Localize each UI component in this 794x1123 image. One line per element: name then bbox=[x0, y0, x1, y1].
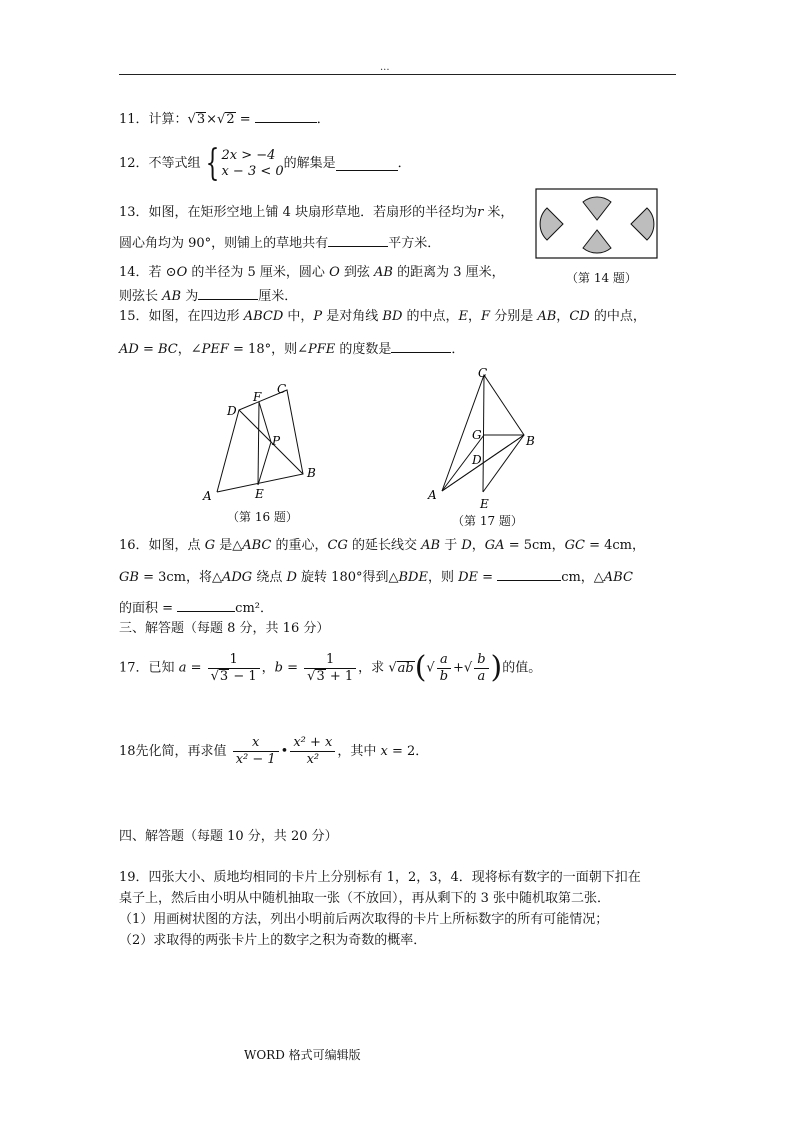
q11-radicand-2: 2 bbox=[226, 112, 235, 127]
question-19-part-1: （1）用画树状图的方法，列出小明前后两次取得的卡片上所标数字的所有可能情况； bbox=[119, 912, 609, 927]
q16-t5: 于 bbox=[440, 538, 462, 553]
q15-t5: ， bbox=[468, 309, 482, 324]
fig17-label-a: A bbox=[428, 488, 437, 502]
q12-end: ． bbox=[397, 156, 411, 171]
q17-frac-ab-num: a bbox=[437, 652, 451, 669]
q17-frac-ba-den: a bbox=[477, 668, 486, 684]
q15-t13: ． bbox=[451, 342, 465, 357]
q17-a: a bbox=[178, 660, 187, 676]
q15-t9: ，∠ bbox=[177, 342, 202, 357]
q16-t3: 的重心， bbox=[271, 538, 328, 553]
q18-x: x bbox=[380, 744, 388, 759]
fig16-label-e: E bbox=[255, 487, 264, 501]
figure-17 bbox=[420, 365, 550, 520]
q17-r3-a: 3 bbox=[219, 668, 229, 684]
q15-t1: 15．如图，在四边形 bbox=[119, 309, 244, 324]
q14-text-1b: 的半径为 5 厘米，圆心 bbox=[187, 265, 330, 280]
q14-chord-ab-2: AB bbox=[162, 289, 182, 304]
q14-chord-ab: AB bbox=[374, 265, 393, 280]
fig17-label-g: G bbox=[472, 428, 482, 442]
q11-answer-blank bbox=[255, 110, 317, 123]
q16-t9: = 3cm，将△ bbox=[138, 570, 222, 585]
q13-text-1b: 米， bbox=[483, 205, 514, 220]
figure-14 bbox=[535, 188, 659, 260]
header-mark: ... bbox=[380, 62, 390, 73]
question-13-line-2 bbox=[119, 234, 440, 253]
q18-frac-1-den: x² − 1 bbox=[235, 752, 276, 767]
header-rule bbox=[119, 74, 676, 75]
q11-radicand-1: 3 bbox=[196, 112, 206, 127]
question-12 bbox=[119, 143, 411, 184]
q16-g: G bbox=[204, 538, 216, 553]
q15-ad-bc: AD = BC bbox=[119, 342, 178, 357]
fig17-label-c: C bbox=[478, 366, 488, 380]
q13-radius: r bbox=[477, 205, 484, 220]
fig17-label-e: E bbox=[480, 497, 489, 511]
question-11: 11．计算：√3×√2 = ． bbox=[119, 112, 330, 127]
question-15-line-1 bbox=[119, 308, 646, 326]
q16-t11: 旋转 180°得到△ bbox=[296, 570, 399, 585]
q17-frac-ba bbox=[474, 652, 488, 685]
q13-text-2: 圆心角均为 90°，则铺上的草地共有 bbox=[119, 236, 329, 251]
q16-gc: GC bbox=[564, 538, 585, 553]
q18-frac-1-num: x bbox=[233, 735, 279, 752]
question-14-line-1 bbox=[119, 264, 505, 282]
q18-frac-2-num: x² + x bbox=[290, 735, 335, 752]
q17-ask: ，求 bbox=[358, 660, 389, 676]
q11-times: × bbox=[206, 112, 218, 127]
q14-text-2c: 厘米． bbox=[258, 289, 298, 304]
q15-pef: PEF bbox=[201, 342, 229, 357]
q17-frac-a-num: 1 bbox=[208, 652, 260, 669]
q15-t11: ，则∠ bbox=[271, 342, 308, 357]
q13-answer-blank bbox=[328, 234, 388, 247]
q14-circle-o: O bbox=[176, 265, 188, 280]
q16-abc-2: ABC bbox=[603, 570, 633, 585]
q14-text-2b: 为 bbox=[181, 289, 199, 304]
question-13-line-1 bbox=[119, 204, 513, 222]
q17-paren-close: ) bbox=[490, 650, 503, 685]
q17-sqrt-ab: ab bbox=[397, 660, 414, 676]
q15-p: P bbox=[313, 309, 323, 324]
q16-d: D bbox=[461, 538, 472, 553]
q18-frac-2 bbox=[290, 735, 335, 768]
q15-t6: 分别是 bbox=[490, 309, 538, 324]
q16-ga: GA bbox=[484, 538, 505, 553]
q18-value: = 2． bbox=[387, 744, 429, 759]
q14-text-1: 14．若 ⊙ bbox=[119, 265, 177, 280]
q16-t2: 是△ bbox=[215, 538, 243, 553]
fig16-label-p: P bbox=[272, 434, 281, 448]
fig16-label-a: A bbox=[203, 489, 212, 503]
q17-eq-2: = bbox=[282, 660, 303, 676]
q12-brace: { bbox=[205, 143, 219, 184]
figure-16 bbox=[195, 375, 325, 510]
fig17-segment-eb bbox=[483, 435, 524, 492]
q17-frac-b bbox=[304, 652, 356, 685]
q16-bde: BDE bbox=[398, 570, 428, 585]
q17-tail: 的值。 bbox=[502, 660, 542, 676]
q15-f: F bbox=[481, 309, 491, 324]
q17-lead: 17．已知 bbox=[119, 660, 179, 676]
fig14-caption: （第 14 题） bbox=[566, 271, 637, 285]
q16-gb: GB bbox=[119, 570, 139, 585]
fig16-label-c: C bbox=[277, 382, 287, 396]
q16-t14: cm，△ bbox=[561, 570, 604, 585]
q17-b: b bbox=[274, 660, 283, 676]
q12-tail: 的解集是 bbox=[283, 156, 336, 171]
q16-cg: CG bbox=[327, 538, 348, 553]
q15-t4: 的中点， bbox=[402, 309, 459, 324]
q12-inequality-1: 2x > −4 bbox=[221, 148, 276, 163]
q17-eq-1: = bbox=[186, 660, 206, 676]
q16-answer-blank-2 bbox=[177, 599, 235, 612]
q18-lead: 18先化简，再求值 bbox=[119, 744, 231, 759]
q14-center-o: O bbox=[329, 265, 340, 280]
q12-inequality-2: x − 3 < 0 bbox=[221, 164, 284, 179]
fig17-median-cd bbox=[483, 375, 484, 492]
fig16-segment-fe bbox=[258, 402, 259, 485]
q16-t13: = bbox=[478, 570, 498, 585]
q13-text-1: 13．如图，在矩形空地上铺 4 块扇形草地．若扇形的半径均为 bbox=[119, 205, 478, 220]
q16-abc: ABC bbox=[242, 538, 272, 553]
q17-frac-ab-den: b bbox=[439, 668, 449, 684]
q16-t15: 的面积 = bbox=[119, 601, 178, 616]
question-19-line-1: 19．四张大小、质地均相同的卡片上分别标有 1，2，3，4．现将标有数字的一面朝下扣在 bbox=[119, 870, 641, 885]
q16-ab: AB bbox=[421, 538, 441, 553]
fig16-label-b: B bbox=[307, 466, 316, 480]
question-19-part-2: （2）求取得的两张卡片上的数字之积为奇数的概率． bbox=[119, 933, 427, 948]
question-16-line-1 bbox=[119, 537, 645, 555]
q11-equals: = bbox=[235, 112, 255, 127]
q12-answer-blank bbox=[336, 158, 398, 171]
question-14-line-2 bbox=[119, 287, 297, 306]
q14-text-2: 则弦长 bbox=[119, 289, 163, 304]
q18-frac-1 bbox=[233, 735, 279, 768]
q17-minus: − 1 bbox=[229, 668, 257, 684]
question-19-line-2: 桌子上，然后由小明从中随机抽取一张（不放回），再从剩下的 3 张中随机取第二张． bbox=[119, 891, 611, 906]
section-3-heading: 三、解答题（每题 8 分，共 16 分） bbox=[119, 621, 330, 636]
q15-answer-blank bbox=[391, 340, 451, 353]
q16-t4: 的延长线交 bbox=[347, 538, 422, 553]
q16-t1: 16．如图，点 bbox=[119, 538, 205, 553]
fig17-label-b: B bbox=[526, 434, 535, 448]
q15-t8: 的中点， bbox=[589, 309, 646, 324]
q16-de: DE bbox=[458, 570, 479, 585]
q17-frac-ab bbox=[437, 652, 451, 685]
fig17-label-d: D bbox=[472, 453, 482, 467]
q15-e: E bbox=[458, 309, 469, 324]
q11-tail: ． bbox=[316, 112, 330, 127]
q16-t8: = 4cm， bbox=[584, 538, 645, 553]
fig17-caption: （第 17 题） bbox=[452, 514, 523, 528]
q15-abcd: ABCD bbox=[243, 309, 284, 324]
question-16-line-3 bbox=[119, 599, 273, 618]
q15-t12: 的度数是 bbox=[335, 342, 392, 357]
q16-t10: 绕点 bbox=[252, 570, 287, 585]
section-4-heading: 四、解答题（每题 10 分，共 20 分） bbox=[119, 829, 338, 844]
q12-lead: 12．不等式组 bbox=[119, 156, 201, 171]
q17-paren-open: ( bbox=[414, 650, 427, 685]
q16-t6: ， bbox=[471, 538, 485, 553]
q15-cd: CD bbox=[569, 309, 590, 324]
q15-t10: = 18° bbox=[228, 342, 272, 357]
q15-t2: 中， bbox=[283, 309, 314, 324]
q15-ab: AB bbox=[537, 309, 557, 324]
q16-t16: cm²． bbox=[235, 601, 273, 616]
fig16-label-d: D bbox=[227, 404, 237, 418]
q15-pfe: PFE bbox=[308, 342, 336, 357]
fig16-segment-ep bbox=[258, 442, 271, 485]
q11-lead: 11．计算： bbox=[119, 112, 188, 127]
q14-answer-blank bbox=[198, 287, 258, 300]
q17-frac-a bbox=[208, 652, 260, 685]
q16-answer-blank-1 bbox=[497, 568, 561, 581]
q16-t7: = 5cm， bbox=[504, 538, 565, 553]
q14-text-1d: 的距离为 3 厘米， bbox=[392, 265, 505, 280]
q17-frac-a-den: √3 − 1 bbox=[210, 668, 257, 684]
q18-tail: ，其中 bbox=[337, 744, 381, 759]
q17-frac-b-den: √3 + 1 bbox=[307, 668, 354, 684]
footer-label: WORD 格式可编辑版 bbox=[244, 1048, 361, 1062]
q16-adg: ADG bbox=[222, 570, 253, 585]
question-17: 17．已知 a = $\frac{1}{√3 - 1}$ ，b = $\frac{1}{√3 + 1}$ ，求 √ab(√ $\frac{a}{b}$ +√ $\frac{b}{a}$ )的值。 bbox=[119, 650, 542, 685]
q14-text-1c: 到弦 bbox=[339, 265, 374, 280]
q17-frac-b-num: 1 bbox=[304, 652, 356, 669]
q18-frac-2-den: x² bbox=[306, 752, 320, 767]
question-18 bbox=[119, 732, 428, 772]
fig16-caption: （第 16 题） bbox=[227, 510, 298, 524]
q16-d2: D bbox=[286, 570, 297, 585]
q13-text-2b: 平方米． bbox=[388, 236, 441, 251]
fig16-label-f: F bbox=[253, 390, 262, 404]
question-16-line-2 bbox=[119, 568, 633, 587]
q17-plus: + 1 bbox=[325, 668, 354, 684]
q17-r3-b: 3 bbox=[316, 668, 325, 684]
q12-system bbox=[221, 148, 283, 180]
q17-frac-ba-num: b bbox=[474, 652, 488, 669]
q15-t3: 是对角线 bbox=[322, 309, 383, 324]
q15-t7: ， bbox=[556, 309, 570, 324]
question-15-line-2 bbox=[119, 340, 464, 359]
q17-comma: ， bbox=[261, 660, 275, 676]
q16-t12: ，则 bbox=[427, 570, 459, 585]
q15-bd: BD bbox=[382, 309, 403, 324]
q18-dot: • bbox=[280, 744, 289, 759]
